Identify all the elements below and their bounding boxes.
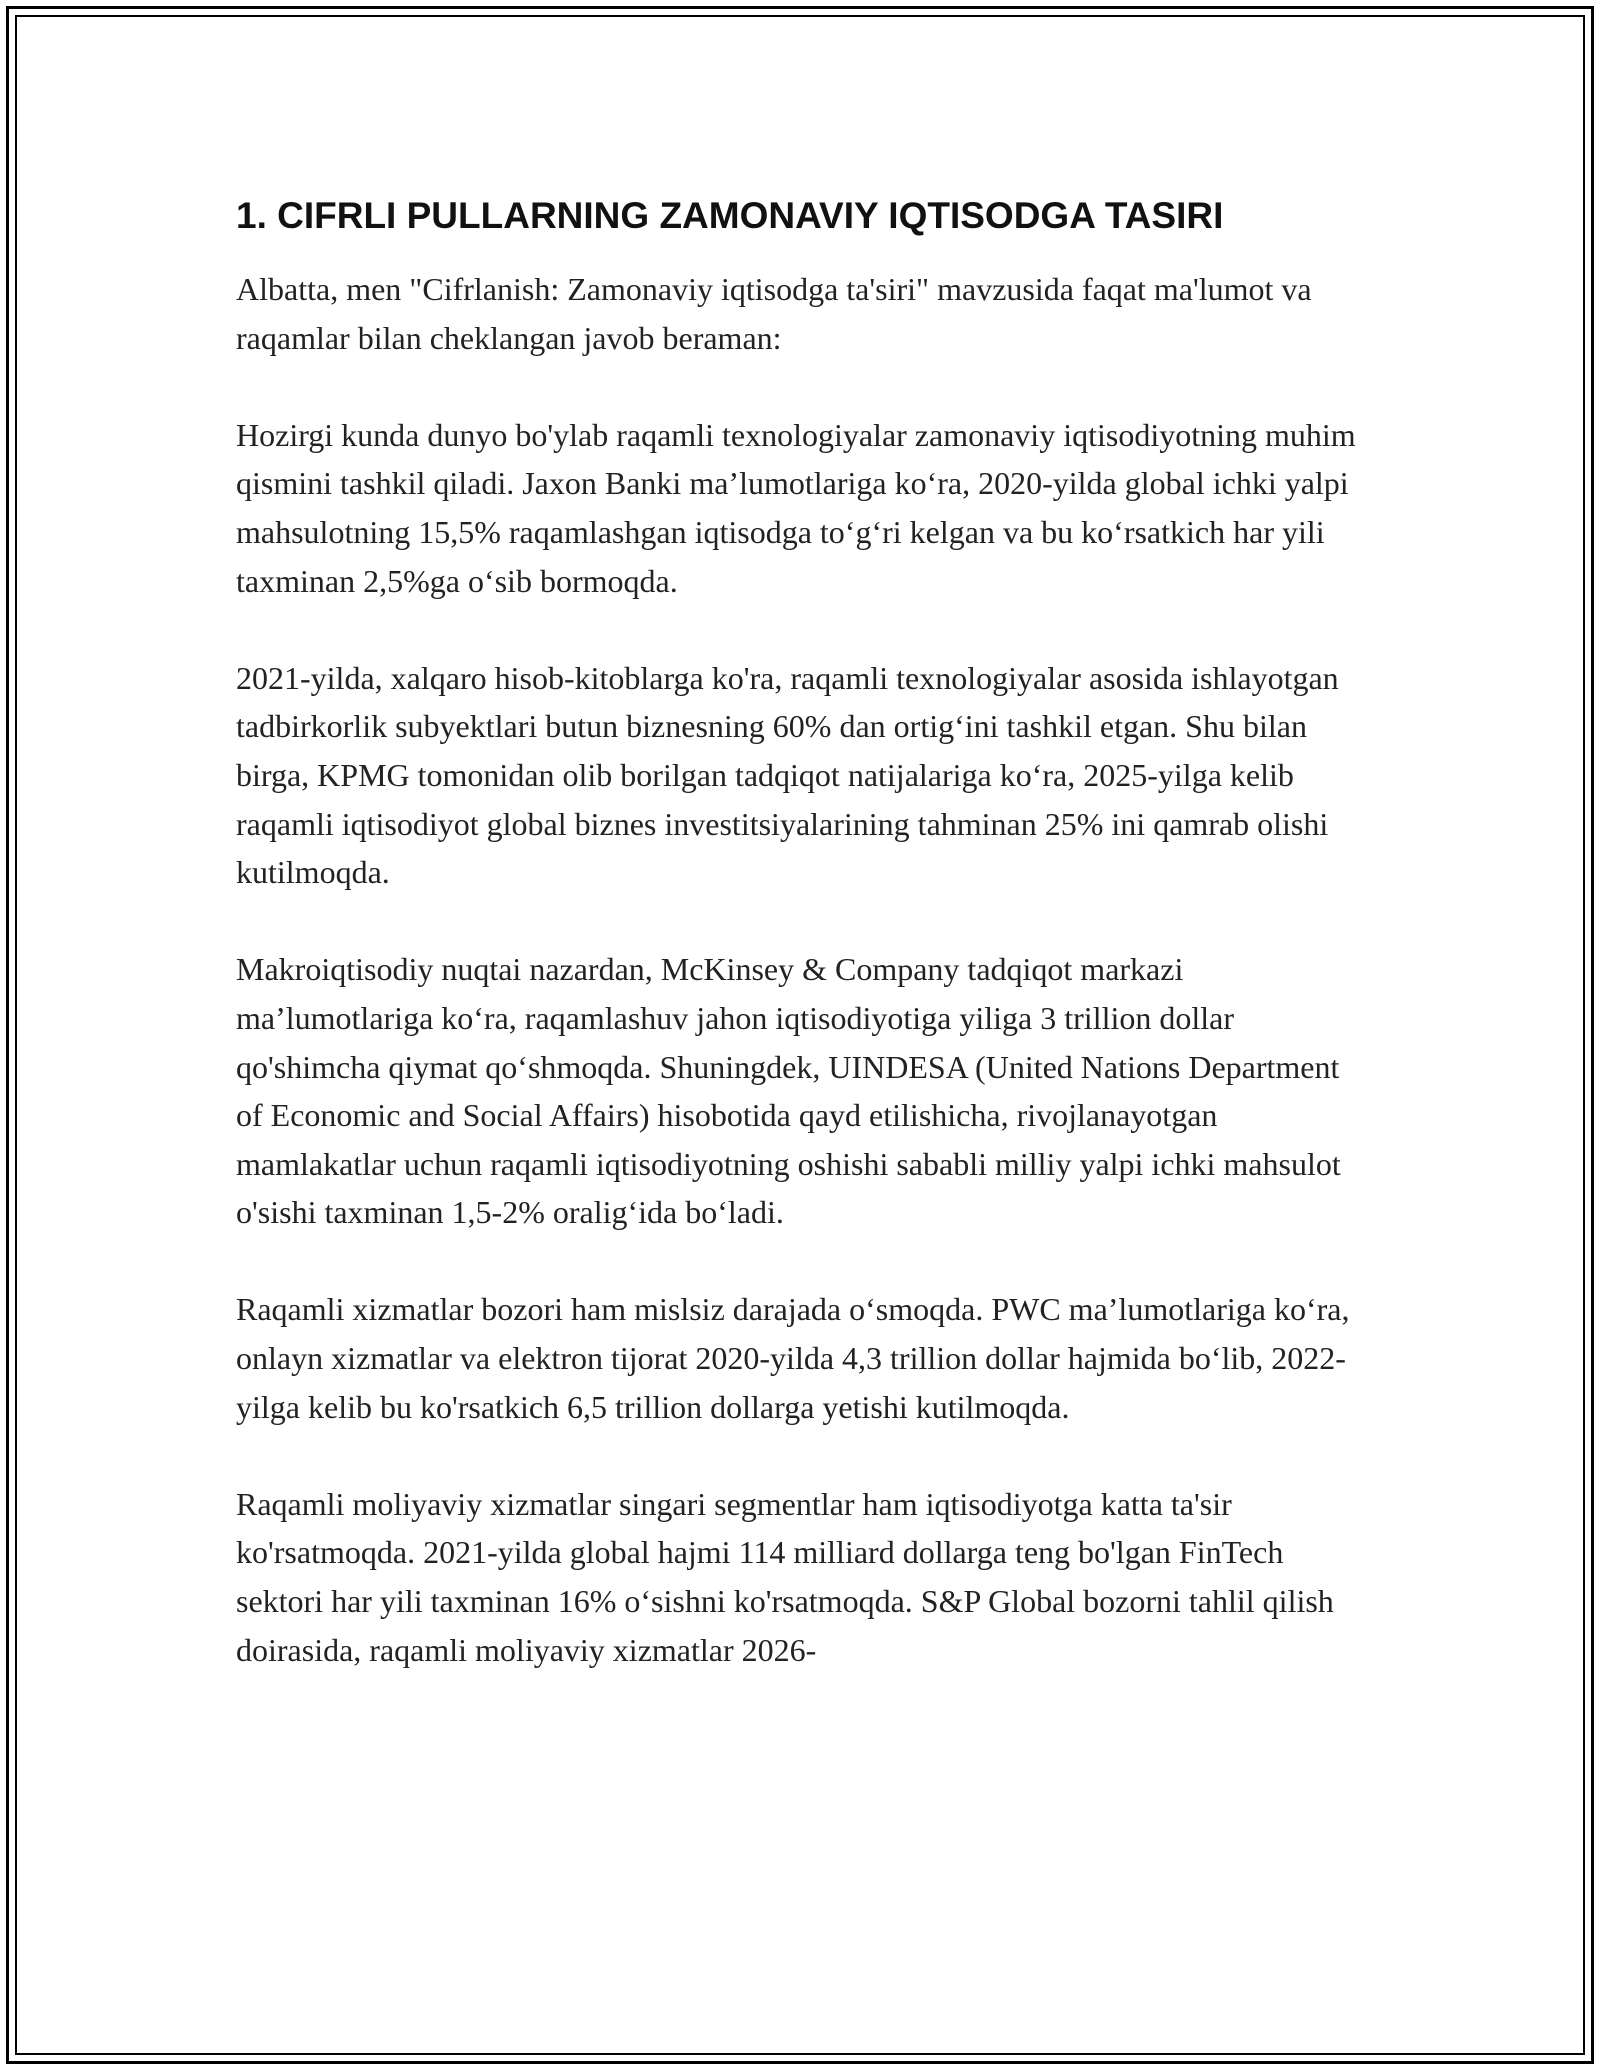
paragraph: Makroiqtisodiy nuqtai nazardan, McKinsey & Company tadqiqot markazi ma’lumotlariga ko‘ra, raqamlashuv jahon iqtisodiyotiga yiliga 3 trillion dollar qo'shimcha qiymat qo‘shmoqda. Shuningdek, UINDESA (United Nations Department of Economic and Social Affairs) hisobotida qayd etilishicha, rivojlanayotgan mamlakatlar uchun raqamli iqtisodiyotning oshishi sababli milliy yalpi ichki mahsulot o'sishi taxminan 1,5-2% oralig‘ida bo‘ladi. (236, 951, 1341, 1231)
paragraph: Raqamli moliyaviy xizmatlar singari segmentlar ham iqtisodiyotga katta ta'sir ko'rsatmoqda. 2021-yilda global hajmi 114 milliard dollarga teng bo'lgan FinTech sektori har yili taxminan 16% o‘sishni ko'rsatmoqda. S&P Global bozorni tahlil qilish doirasida, raqamli moliyaviy xizmatlar 2026- (236, 1485, 1334, 1668)
paragraph: Raqamli xizmatlar bozori ham mislsiz darajada o‘smoqda. PWC ma’lumotlariga ko‘ra, onlayn xizmatlar va elektron tijorat 2020-yilda 4,3 trillion dollar hajmida bo‘lib, 2022-yilga kelib bu ko'rsatkich 6,5 trillion dollarga yetishi kutilmoqda. (236, 1291, 1350, 1425)
paragraph: Hozirgi kunda dunyo bo'ylab raqamli texnologiyalar zamonaviy iqtisodiyotning muhim qismini tashkil qiladi. Jaxon Banki ma’lumotlariga ko‘ra, 2020-yilda global ichki yalpi mahsulotning 15,5% raqamlashgan iqtisodga to‘g‘ri kelgan va bu ko‘rsatkich har yili taxminan 2,5%ga o‘sib bormoqda. (236, 416, 1356, 599)
document-title: 1. CIFRLI PULLARNING ZAMONAVIY IQTISODGA TASIRI (236, 195, 1224, 236)
paragraph: 2021-yilda, xalqaro hisob-kitoblarga ko'ra, raqamli texnologiyalar asosida ishlayotgan tadbirkorlik subyektlari butun biznesning 60% dan ortig‘ini tashkil etgan. Shu bilan birga, KPMG tomonidan olib borilgan tadqiqot natijalariga ko‘ra, 2025-yilga kelib raqamli iqtisodiyot global biznes investitsiyalarining tahminan 25% ini qamrab olishi kutilmoqda. (236, 659, 1339, 891)
document-body (236, 188, 1366, 1723)
paragraph: Albatta, men "Cifrlanish: Zamonaviy iqtisodga ta'siri" mavzusida faqat ma'lumot va raqamlar bilan cheklangan javob beraman: (236, 271, 1312, 356)
